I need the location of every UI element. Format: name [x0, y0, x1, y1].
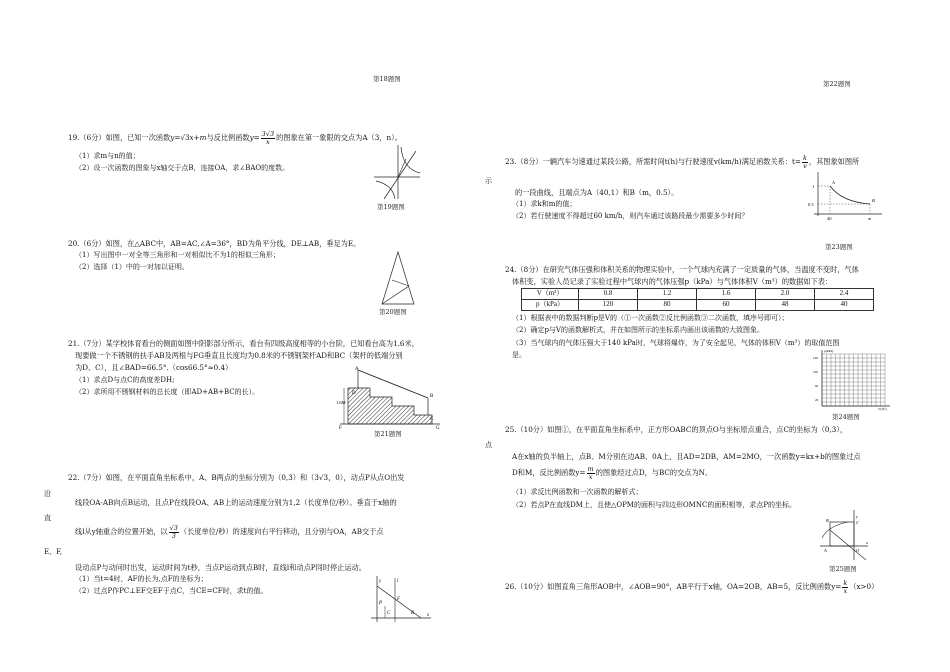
q24-part1: （1）根据表中的数据判断p是V的（①一次函数②反比例函数③二次函数，填序号即可）； [512, 314, 789, 322]
fig21-label-g: G [436, 426, 440, 430]
q25-line1: 25.（10分）如图①，在平面直角坐标系中，正方形OABC的顶点O与坐标原点重合，点C的坐标为（0,3）， [505, 425, 848, 434]
fig18-caption: 第18题图 [373, 75, 401, 83]
q26-line1: 26.（10分）如图直角三角形AOB中，∠AOB=90°，AB平行于x轴，OA=2OB，AB=5，反比例函数y= $\frac{k}{x}$ （x>0） [505, 579, 879, 595]
q22-line1: 22.（7分）如图，在平面直角坐标系中，A、B两点的坐标分别为（0,3）和（3√3，0），动点P从点O出发 [68, 473, 405, 482]
q19-part1: （1）求m与n的值； [75, 152, 140, 160]
svg-text:C: C [856, 520, 860, 525]
q19-part2: （2）设一次函数的图象与x轴交于点B，连接OA，求∠BAO的度数。 [75, 164, 290, 172]
svg-text:B: B [826, 518, 829, 523]
q24-table-row-pressure [522, 300, 874, 311]
fig19-caption: 第19题图 [377, 203, 405, 211]
svg-text:x: x [866, 540, 868, 545]
q22-line2: 线段OA-AB向点B运动，且点P在线段OA、AB上的运动速度分别为1,2（长度单位/秒）。垂直于x轴的 [75, 498, 397, 507]
q22-line4: 设动点P与动问时出发，运动时间为t秒，当点P运动到点B时，直线l和动点P同时停止运动。 [75, 563, 366, 572]
q24-part3: （3）当气球内的气体压强大于140 kPa时，气球将爆炸，为了安全起见，气体的体积V（m³）的取值范围 [512, 339, 840, 347]
svg-text:y: y [856, 514, 858, 519]
q20-part1: （1）写出图中一对全等三角形和一对相似比不为1的相似三角形； [75, 251, 280, 259]
fig22-caption: 第22题图 [823, 80, 851, 88]
svg-text:m: m [868, 216, 872, 221]
q25-line2: A在x轴的负半轴上，点B、M分别在边AB、0A上，且AD=2DB，AM=2MO，一次函数y=kx+b的图象过点 [512, 452, 861, 461]
svg-text:C: C [387, 611, 391, 616]
q19-title: 19.（6分）如图，已知一次函数y=√3x+m与反比例函数y= $\frac{3√3}{x}$ 的图象在第一象限的交点为A（3，n）。 [68, 130, 402, 146]
q24-part2: （2）确定p与V的函数解析式，并在如图所示的坐标系内画出该函数的大致图象。 [512, 326, 764, 334]
q22-margin3: E、F, [44, 548, 63, 556]
fig21-label-a: A [355, 367, 359, 372]
svg-text:l: l [397, 579, 399, 584]
q24-table-cell: 120 [579, 300, 638, 311]
fig21-label-height: 1.6M [336, 400, 346, 405]
fig21-stands [336, 364, 444, 430]
fig25-graph [818, 508, 870, 562]
q24-table-cell: 1.6 [697, 289, 756, 300]
fig19-graph [370, 143, 422, 201]
q23-part1: （1）求k和m的值； [512, 200, 577, 208]
q21-line3: 为D、C），且∠BAD=66.5°.（cos66.5°≈0.4） [75, 363, 233, 372]
q24-table [521, 288, 874, 311]
q21-line2: 现要做一个不锈钢的扶手AB及两根与FG垂直且长度均为0.8米的不锈钢架杆AD和BC（架杆的低端分别 [75, 351, 403, 360]
svg-text:60: 60 [815, 384, 819, 388]
fig22-graph [367, 574, 433, 624]
svg-text:y: y [379, 579, 382, 584]
svg-text:A: A [832, 180, 835, 185]
q22-line3: 线l从y轴重合的位置开始，以 $\frac{√3}{3}$ （长度单位/秒）的速度向右平行移动，且分别与OA，AB交于点 [75, 524, 384, 540]
svg-text:1: 1 [812, 184, 815, 189]
fig21-label-d: D [352, 391, 356, 396]
fig21-label-f: F [339, 426, 342, 430]
fig20-triangle [376, 250, 420, 308]
q24-line2: 体积变，实验人员记录了实验过程中气球内的气体压强p（kPa）与气体体积V（m³）的数据如下表： [512, 277, 833, 286]
q24-table-cell: 2.0 [756, 289, 815, 300]
fig21-caption: 第21题图 [374, 430, 402, 438]
q21-part2: （2）求所用不锈钢材料的总长度（即AD+AB+BC的长）。 [75, 388, 260, 396]
fig24-grid [812, 346, 892, 412]
q21-line1: 21.（7分）某学校体育看台的侧面如图中阴影部分所示，看台有四级高度相等的小台阶，已知看台高为1.6米， [68, 339, 419, 348]
q20-title: 20.（6分）如图，在△ABC中，AB=AC,∠A=36°，BD为角平分线，DE⊥AB，垂足为E。 [68, 239, 361, 248]
svg-text:100: 100 [813, 370, 818, 374]
svg-text:p(kPa): p(kPa) [824, 349, 834, 353]
q24-table-cell: 60 [697, 300, 756, 311]
q22-part1: （1）当t=4时，AF的长为,点F的坐标为； [75, 575, 208, 583]
q24-table-cell: 2.4 [815, 289, 874, 300]
fig24-caption: 第24题图 [832, 413, 860, 421]
q22-margin1: 沿 [44, 490, 51, 498]
q25-part2: （2）若点P在直线DM上，且使△OPM的面积与四边形OMNC的面积相等，求点P的坐标。 [512, 501, 797, 509]
q23-line2: 的一段曲线，且端点为A（40,1）和B（m，0.5）。 [515, 188, 679, 197]
q24-table-cell: 1.2 [638, 289, 697, 300]
svg-text:B: B [411, 611, 415, 616]
svg-text:O: O [856, 548, 860, 553]
q24-part3-end: 是。 [512, 351, 526, 359]
fig21-label-b: B [430, 394, 434, 399]
svg-text:140: 140 [813, 356, 818, 360]
q25-part1: （1）求反比例函数和一次函数的解析式； [512, 488, 643, 496]
svg-text:A: A [824, 548, 827, 553]
q24-table-head-v: V（m³） [522, 289, 579, 300]
q23-part2: （2）若行驶速度不得超过60 km/h，则汽车通过该路段最少需要多少时间？ [512, 212, 749, 220]
q24-table-head-p: p（kPa） [522, 300, 579, 311]
q25-line3: D和M，反比例函数y= $\frac{m}{x}$ 的图象经过点D，与BC的交点为N。 [512, 465, 713, 481]
svg-text:B: B [872, 198, 875, 203]
fig20-caption: 第20题图 [379, 308, 407, 316]
q22-margin2: 直 [44, 514, 51, 522]
q24-table-cell: 40 [815, 300, 874, 311]
svg-text:V(m³): V(m³) [878, 407, 887, 411]
q22-part2: （2）过点P作PC⊥EF交EF于点C，当CE=CF时，求t的值。 [75, 587, 268, 595]
svg-text:x: x [427, 613, 430, 618]
q20-part2: （2）选择（1）中的一对加以证明。 [75, 263, 189, 271]
fig23-caption: 第23题图 [825, 243, 853, 251]
q24-table-row-volume [522, 289, 874, 300]
q24-line1: 24.（8分）在研究气体压强和体积关系的物理实验中，一个气球内充满了一定质量的气体，当温度不变时，气体 [505, 265, 859, 274]
svg-text:F: F [397, 597, 401, 602]
svg-text:20: 20 [815, 398, 819, 402]
q24-table-cell: 80 [638, 300, 697, 311]
q21-part1: （1）求点D与点C的高度差DH; [75, 376, 175, 384]
q25-margin: 点 [485, 441, 492, 449]
fig23-graph [808, 170, 884, 222]
q24-table-cell: 0.8 [579, 289, 638, 300]
fig25-caption: 第25题图 [829, 565, 857, 573]
svg-text:0.5: 0.5 [808, 202, 814, 207]
fig21-label-c: C [430, 417, 434, 422]
q24-table-cell: 48 [756, 300, 815, 311]
svg-text:40: 40 [827, 216, 832, 221]
q23-margin: 示 [485, 177, 492, 185]
svg-text:P: P [379, 601, 383, 606]
q23-line1: 23.（8分）一辆汽车匀速通过某段公路，所需时间t(h)与行驶速度v(km/h)满足函数关系：t= $\frac{k}{v}$ ，其图象如图所 [505, 154, 860, 170]
